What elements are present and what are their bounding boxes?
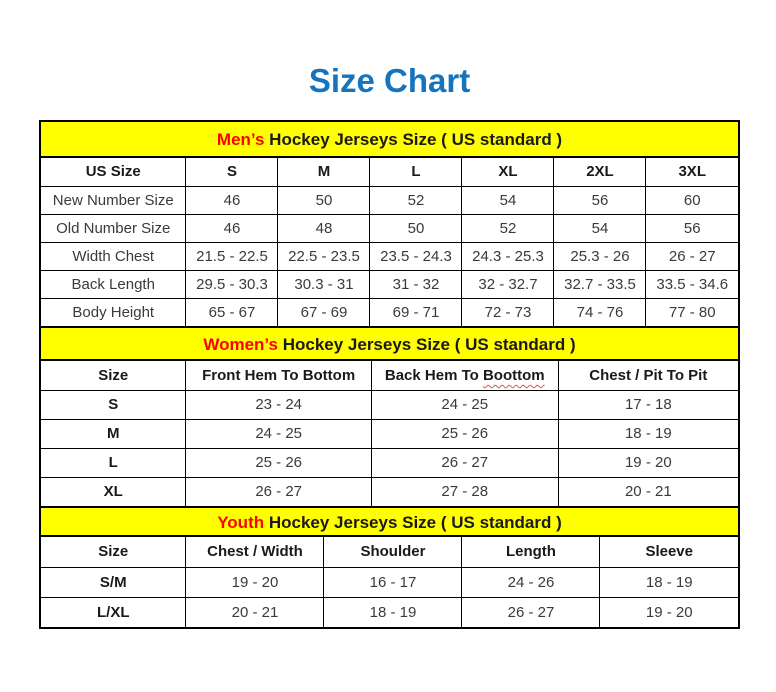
mens-cell: 25.3 - 26 — [554, 242, 646, 270]
womens-size-table — [41, 361, 738, 506]
womens-banner-highlight: Women’s — [203, 335, 278, 354]
womens-banner-text: Hockey Jerseys Size ( US standard ) — [277, 335, 576, 354]
page-title: Size Chart — [308, 62, 471, 99]
mens-cell: 54 — [462, 186, 554, 214]
mens-section-banner — [41, 122, 738, 158]
youth-banner-text: Hockey Jerseys Size ( US standard ) — [264, 513, 562, 532]
mens-row-label: New Number Size — [41, 186, 186, 214]
table-row — [41, 567, 738, 597]
mens-cell: 56 — [646, 214, 738, 242]
mens-col-header: M — [278, 158, 370, 186]
womens-cell: 25 - 26 — [186, 448, 371, 477]
womens-cell: 26 - 27 — [186, 477, 371, 506]
mens-row-label: Back Length — [41, 270, 186, 298]
table-row — [41, 390, 738, 419]
youth-row-label: L/XL — [41, 597, 186, 627]
youth-col-header: Chest / Width — [186, 537, 324, 567]
table-row — [41, 242, 738, 270]
mens-col-header: S — [186, 158, 278, 186]
youth-row-label: S/M — [41, 567, 186, 597]
mens-cell: 33.5 - 34.6 — [646, 270, 738, 298]
table-row — [41, 597, 738, 627]
table-row — [41, 214, 738, 242]
mens-row-label: Width Chest — [41, 242, 186, 270]
mens-row-label: Old Number Size — [41, 214, 186, 242]
womens-col-header: Size — [41, 361, 186, 390]
mens-banner-text: Hockey Jerseys Size ( US standard ) — [264, 130, 563, 149]
mens-cell: 26 - 27 — [646, 242, 738, 270]
youth-cell: 19 - 20 — [600, 597, 738, 627]
mens-cell: 77 - 80 — [646, 298, 738, 326]
womens-cell: 25 - 26 — [371, 419, 558, 448]
mens-cell: 32 - 32.7 — [462, 270, 554, 298]
mens-size-table — [41, 158, 738, 326]
mens-cell: 72 - 73 — [462, 298, 554, 326]
youth-cell: 18 - 19 — [600, 567, 738, 597]
womens-col-header — [371, 361, 558, 390]
mens-cell: 60 — [646, 186, 738, 214]
youth-banner-highlight: Youth — [217, 513, 265, 532]
womens-row-label: M — [41, 419, 186, 448]
size-chart — [39, 120, 740, 629]
youth-cell: 18 - 19 — [324, 597, 462, 627]
youth-cell: 24 - 26 — [462, 567, 600, 597]
womens-col-header-misspelled-word: Boottom — [482, 366, 545, 384]
mens-cell: 30.3 - 31 — [278, 270, 370, 298]
womens-cell: 24 - 25 — [186, 419, 371, 448]
mens-cell: 23.5 - 24.3 — [370, 242, 462, 270]
mens-cell: 31 - 32 — [370, 270, 462, 298]
mens-row-label: Body Height — [41, 298, 186, 326]
womens-row-label: L — [41, 448, 186, 477]
table-row — [41, 448, 738, 477]
mens-cell: 67 - 69 — [278, 298, 370, 326]
mens-cell: 52 — [370, 186, 462, 214]
table-row — [41, 419, 738, 448]
womens-col-header: Chest / Pit To Pit — [558, 361, 738, 390]
mens-cell: 50 — [278, 186, 370, 214]
womens-cell: 27 - 28 — [371, 477, 558, 506]
womens-row-label: XL — [41, 477, 186, 506]
youth-cell: 16 - 17 — [324, 567, 462, 597]
youth-cell: 20 - 21 — [186, 597, 324, 627]
table-row — [41, 186, 738, 214]
mens-col-header: US Size — [41, 158, 186, 186]
mens-cell: 29.5 - 30.3 — [186, 270, 278, 298]
mens-col-header: 2XL — [554, 158, 646, 186]
mens-cell: 46 — [186, 186, 278, 214]
mens-cell: 54 — [554, 214, 646, 242]
mens-banner-highlight: Men’s — [216, 130, 265, 149]
womens-cell: 20 - 21 — [558, 477, 738, 506]
table-row — [41, 298, 738, 326]
youth-col-header: Length — [462, 537, 600, 567]
womens-cell: 19 - 20 — [558, 448, 738, 477]
mens-cell: 50 — [370, 214, 462, 242]
table-row — [41, 270, 738, 298]
youth-size-table — [41, 537, 738, 627]
mens-cell: 21.5 - 22.5 — [186, 242, 278, 270]
mens-col-header: XL — [462, 158, 554, 186]
mens-cell: 22.5 - 23.5 — [278, 242, 370, 270]
womens-cell: 24 - 25 — [371, 390, 558, 419]
womens-cell: 18 - 19 — [558, 419, 738, 448]
youth-col-header: Shoulder — [324, 537, 462, 567]
womens-col-header-back-hem-prefix: Back Hem To — [384, 366, 483, 384]
mens-cell: 46 — [186, 214, 278, 242]
womens-col-header: Front Hem To Bottom — [186, 361, 371, 390]
womens-cell: 23 - 24 — [186, 390, 371, 419]
youth-cell: 19 - 20 — [186, 567, 324, 597]
youth-col-header: Size — [41, 537, 186, 567]
youth-col-header: Sleeve — [600, 537, 738, 567]
youth-section-banner — [41, 506, 738, 537]
womens-cell: 17 - 18 — [558, 390, 738, 419]
womens-section-banner — [41, 326, 738, 361]
youth-header-row — [41, 537, 738, 567]
womens-header-row — [41, 361, 738, 390]
mens-cell: 32.7 - 33.5 — [554, 270, 646, 298]
mens-cell: 74 - 76 — [554, 298, 646, 326]
womens-row-label: S — [41, 390, 186, 419]
womens-cell: 26 - 27 — [371, 448, 558, 477]
mens-cell: 52 — [462, 214, 554, 242]
mens-cell: 69 - 71 — [370, 298, 462, 326]
mens-cell: 56 — [554, 186, 646, 214]
mens-col-header: 3XL — [646, 158, 738, 186]
mens-col-header: L — [370, 158, 462, 186]
mens-cell: 65 - 67 — [186, 298, 278, 326]
mens-cell: 24.3 - 25.3 — [462, 242, 554, 270]
table-row — [41, 477, 738, 506]
youth-cell: 26 - 27 — [462, 597, 600, 627]
mens-header-row — [41, 158, 738, 186]
mens-cell: 48 — [278, 214, 370, 242]
